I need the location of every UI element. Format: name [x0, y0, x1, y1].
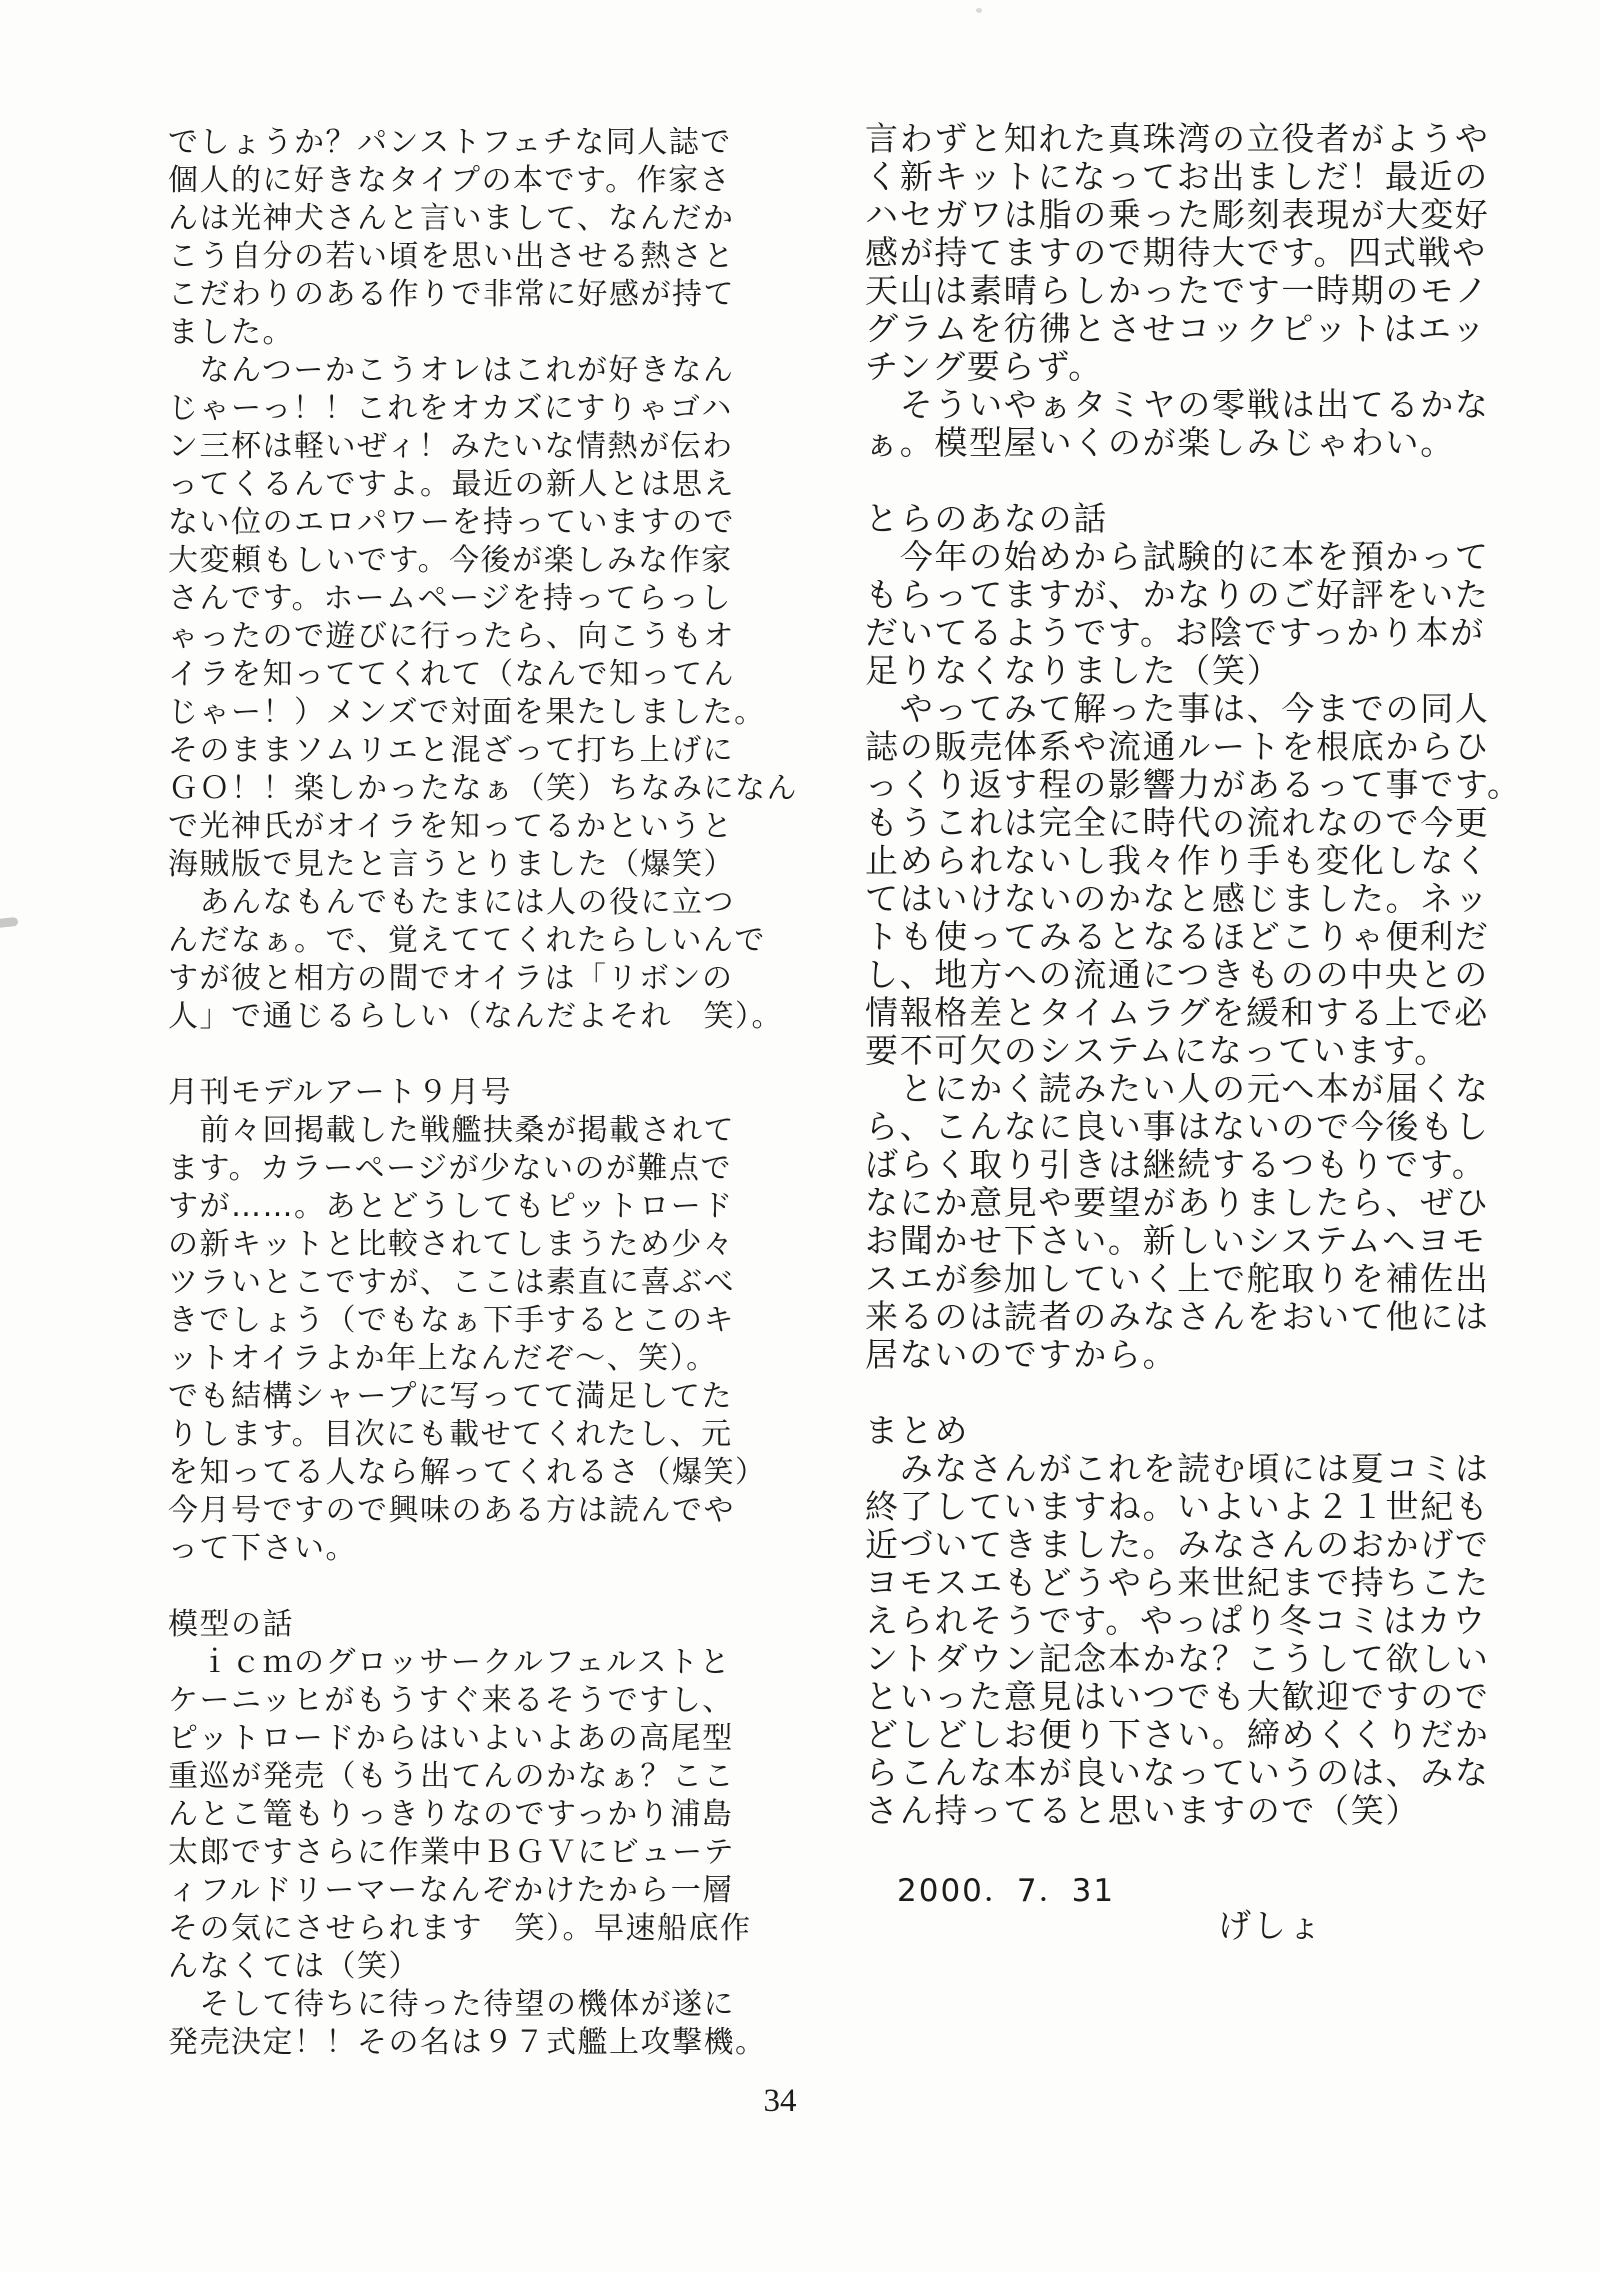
- text-line: んとこ篭もりっきりなのですっかり浦島: [168, 1797, 734, 1832]
- text-line: 近づいてきました。みなさんのおかげで: [865, 1525, 1490, 1564]
- text-line: ＧＯ！！楽しかったなぁ（笑）ちなみになん: [168, 771, 798, 806]
- text-line: [865, 462, 1515, 500]
- text-line: [865, 1374, 1515, 1412]
- text-line: すが……。あとどうしてもピットロード: [168, 1189, 734, 1224]
- text-line: ケーニッヒがもうすぐ来るそうですし、: [168, 1683, 734, 1718]
- text-line: ントダウン記念本かな？こうして欲しい: [865, 1639, 1490, 1678]
- text-line: 天山は素晴らしかったです一時期のモノ: [865, 271, 1490, 310]
- text-line: 人」で通じるらしい（なんだよそれ 笑）。: [168, 999, 783, 1034]
- text-line: こう自分の若い頃を思い出させる熱さと: [168, 239, 735, 274]
- text-line: でも結構シャープに写ってて満足してた: [168, 1379, 733, 1414]
- text-line: といった意見はいつでも大歓迎ですので: [865, 1677, 1490, 1716]
- text-line: えられそうです。やっぱり冬コミはカウ: [865, 1601, 1487, 1640]
- text-line: 今年の始めから試験的に本を預かって: [865, 537, 1490, 576]
- text-line: なんつーかこうオレはこれが好きなん: [168, 353, 735, 388]
- text-line: 発売決定！！その名は９７式艦上攻撃機。: [168, 2025, 767, 2060]
- text-line: ピットロードからはいよいよあの高尾型: [168, 1721, 734, 1756]
- text-line: トも使ってみるとなるほどこりゃ便利だ: [865, 917, 1490, 956]
- text-line: りします。目次にも載せてくれたし、元: [168, 1417, 733, 1452]
- text-line: ない位のエロパワーを持っていますので: [168, 505, 735, 540]
- text-line: 前々回掲載した戦艦扶桑が掲載されて: [168, 1113, 735, 1148]
- text-line: こだわりのある作りで非常に好感が持て: [168, 277, 735, 312]
- text-line: でしょうか？パンストフェチな同人誌で: [168, 125, 732, 160]
- scan-artifact-left-edge: [0, 917, 18, 928]
- text-line: じゃーっ！！これをオカズにすりゃゴハ: [168, 391, 733, 426]
- text-line: 止められないし我々作り手も変化しなく: [865, 841, 1490, 880]
- text-line: やってみて解った事は、今までの同人: [865, 689, 1490, 728]
- text-line: [168, 1568, 778, 1606]
- text-line: 居ないのですから。: [865, 1335, 1178, 1374]
- text-line: 太郎ですさらに作業中ＢＧＶにビューテ: [168, 1835, 735, 1870]
- date-line: 2000．7．31: [897, 1873, 1116, 1909]
- text-line: だいてるようです。お陰ですっかり本が: [865, 613, 1485, 652]
- text-line: 月刊モデルアート９月号: [168, 1075, 513, 1110]
- text-line: ました。: [168, 315, 294, 350]
- text-line: ン三杯は軽いぜィ！みたいな情熱が伝わ: [168, 429, 734, 464]
- text-line: お聞かせ下さい。新しいシステムへヨモ: [865, 1221, 1487, 1260]
- text-line: 個人的に好きなタイプの本です。作家さ: [168, 163, 732, 198]
- text-line: てはいけないのかなと感じました。ネッ: [865, 879, 1490, 918]
- text-line: そういやぁタミヤの零戦は出てるかな: [865, 385, 1490, 424]
- text-line: なにか意見や要望がありましたら、ぜひ: [865, 1183, 1490, 1222]
- text-line: ツラいとこですが、ここは素直に喜ぶべ: [168, 1265, 735, 1300]
- text-line: で光神氏がオイラを知ってるかというと: [168, 809, 734, 844]
- text-line: ます。カラーページが少ないのが難点で: [168, 1151, 732, 1186]
- text-line: の新キットと比較されてしまうため少々: [168, 1227, 735, 1262]
- text-line: ヨモスエもどうやら来世紀まで持ちこた: [865, 1563, 1490, 1602]
- text-line: 要不可欠のシステムになっています。: [865, 1031, 1449, 1070]
- text-line: みなさんがこれを読む頃には夏コミは: [865, 1449, 1490, 1488]
- text-line: そのままソムリエと混ざって打ち上げに: [168, 733, 735, 768]
- text-line: 模型の話: [168, 1607, 294, 1642]
- text-line: 情報格差とタイムラグを緩和する上で必: [865, 993, 1489, 1032]
- text-line: ハセガワは脂の乗った彫刻表現が大変好: [865, 195, 1490, 234]
- text-line: 今月号ですので興味のある方は読んでや: [168, 1493, 735, 1528]
- text-line: 誌の販売体系や流通ルートを根底からひ: [865, 727, 1490, 766]
- text-line: あんなもんでもたまには人の役に立つ: [168, 885, 735, 920]
- author-signature: げしょ: [1218, 1906, 1323, 1945]
- text-line: とらのあなの話: [865, 499, 1108, 538]
- page-number: 34: [763, 2083, 797, 2119]
- text-line: ら、こんなに良い事はないので今後もし: [865, 1107, 1490, 1146]
- text-line: 足りなくなりました（笑）: [865, 651, 1282, 690]
- text-line: んだなぁ。で、覚えててくれたらしいんで: [168, 923, 766, 958]
- text-line: グラムを彷彿とさせコックピットはエッ: [865, 309, 1487, 348]
- text-line: く新キットになってお出ましだ！最近の: [865, 157, 1489, 196]
- text-line: さんです。ホームページを持ってらっし: [168, 581, 732, 616]
- text-line: イラを知っててくれて（なんで知ってん: [168, 657, 735, 692]
- text-line: って下さい。: [168, 1531, 357, 1566]
- text-line: 重巡が発売（もう出てんのかなぁ？ここ: [168, 1759, 735, 1794]
- text-line: きでしょう（でもなぁ下手するとこのキ: [168, 1303, 735, 1338]
- right-text-column: [865, 119, 1522, 1830]
- text-line: [168, 1036, 778, 1074]
- text-line: すが彼と相方の間でオイラは「リボンの: [168, 961, 734, 996]
- text-line: 感が持てますので期待大です。四式戦や: [865, 233, 1487, 272]
- text-line: そして待ちに待った待望の機体が遂に: [168, 1987, 735, 2022]
- scan-artifact-speck: [976, 8, 982, 13]
- text-line: その気にさせられます 笑）。早速船底作: [168, 1911, 752, 1946]
- text-line: 来るのは読者のみなさんをおいて他には: [865, 1297, 1490, 1336]
- text-line: ってくるんですよ。最近の新人とは思え: [168, 467, 735, 502]
- text-line: 終了していますね。いよいよ２１世紀も: [865, 1487, 1490, 1526]
- text-line: ｉｃｍのグロッサークルフェルストと: [168, 1645, 732, 1680]
- text-line: し、地方への流通につきものの中央との: [865, 955, 1489, 994]
- text-line: ットオイラよか年上なんだぞ～、笑）。: [168, 1341, 718, 1376]
- text-line: ばらく取り引きは継続するつもりです。: [865, 1145, 1487, 1184]
- text-line: んは光神犬さんと言いまして、なんだか: [168, 201, 735, 236]
- text-line: ゃったので遊びに行ったら、向こうもオ: [168, 619, 735, 654]
- text-line: ィフルドリーマーなんぞかけたから一層: [168, 1873, 734, 1908]
- text-line: チング要らず。: [865, 347, 1103, 386]
- text-line: スエが参加していく上で舵取りを補佐出: [865, 1259, 1490, 1298]
- text-line: 海賊版で見たと言うとりました（爆笑）: [168, 847, 735, 882]
- text-line: っくり返す程の影響力があるって事です。: [865, 765, 1522, 804]
- text-line: さん持ってると思いますので（笑）: [865, 1791, 1421, 1830]
- text-line: とにかく読みたい人の元へ本が届くな: [865, 1069, 1490, 1108]
- text-line: もうこれは完全に時代の流れなので今更: [865, 803, 1490, 842]
- left-text-column: [168, 124, 798, 2062]
- text-line: 大変頼もしいです。今後が楽しみな作家: [168, 543, 733, 578]
- text-line: どしどしお便り下さい。締めくくりだか: [865, 1715, 1490, 1754]
- text-line: らこんな本が良いなっていうのは、みな: [865, 1753, 1490, 1792]
- text-line: を知ってる人なら解ってくれるさ（爆笑）: [168, 1455, 767, 1490]
- text-line: ぁ。模型屋いくのが楽しみじゃわい。: [865, 423, 1455, 462]
- text-line: じゃー！）メンズで対面を果たしました。: [168, 695, 766, 730]
- text-line: もらってますが、かなりのご好評をいた: [865, 575, 1490, 614]
- text-line: 言わずと知れた真珠湾の立役者がようや: [865, 119, 1490, 158]
- text-line: んなくては（笑）: [168, 1949, 420, 1984]
- text-line: まとめ: [865, 1411, 970, 1450]
